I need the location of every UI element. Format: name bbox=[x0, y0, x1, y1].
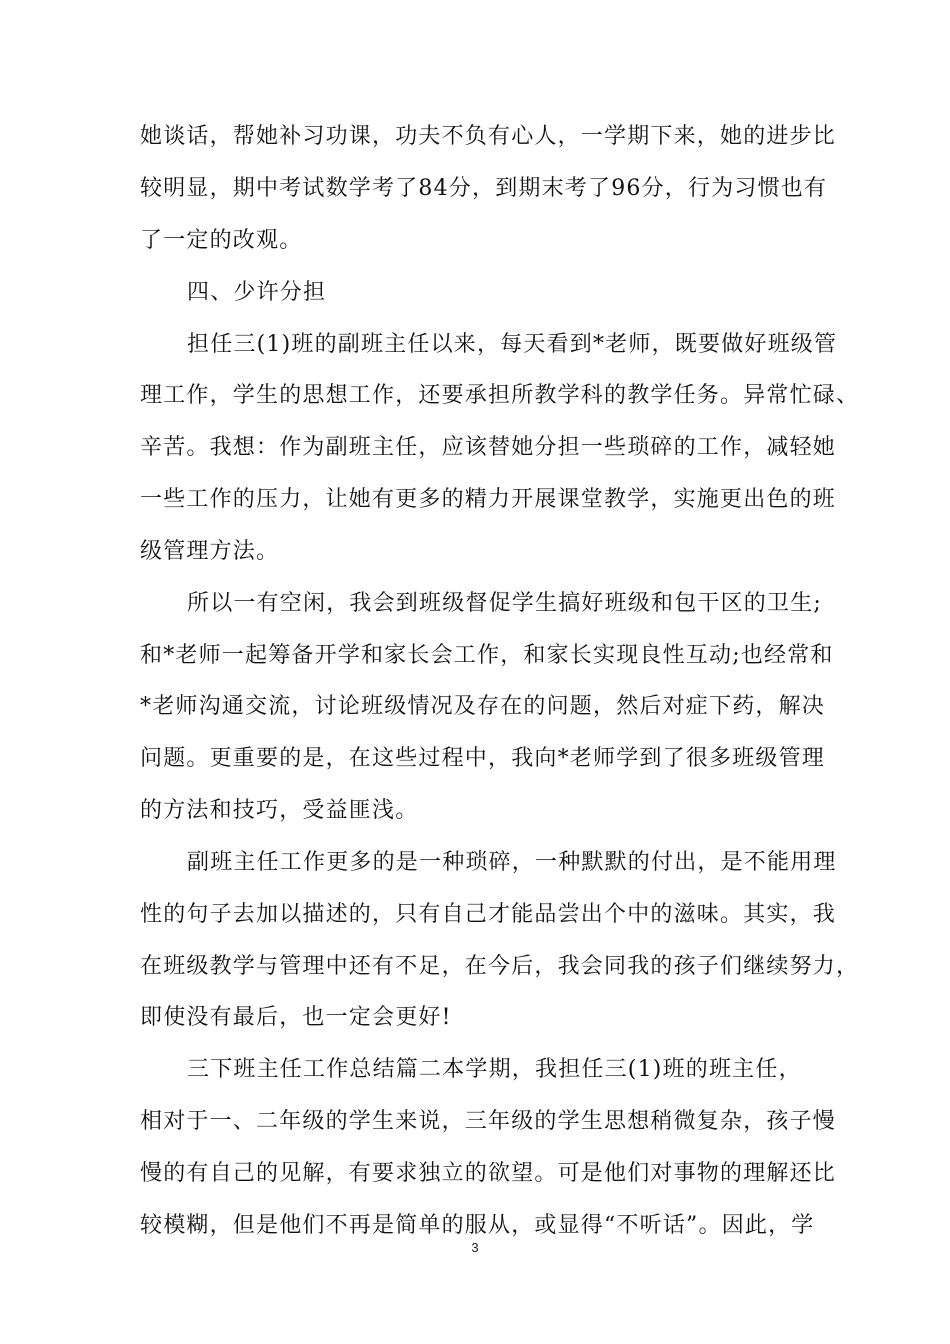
text-line: 级管理方法。 bbox=[140, 539, 280, 564]
text-line: 辛苦。我想：作为副班主任，应该替她分担一些琐碎的工作，减轻她 bbox=[140, 435, 837, 460]
text-line: 在班级教学与管理中还有不足，在今后，我会同我的孩子们继续努力， bbox=[140, 954, 860, 979]
text-line: 担任三(1)班的副班主任以来，每天看到*老师，既要做好班级管 bbox=[187, 332, 838, 357]
text-line: 性的句子去加以描述的，只有自己才能品尝出个中的滋味。其实，我 bbox=[140, 902, 837, 927]
text-line: 了一定的改观。 bbox=[140, 228, 303, 253]
text-line: 较明显，期中考试数学考了84分，到期末考了96分，行为习惯也有 bbox=[140, 176, 828, 201]
section-heading: 四、少许分担 bbox=[187, 280, 327, 305]
text-line: 慢的有自己的见解，有要求独立的欲望。可是他们对事物的理解还比 bbox=[140, 1161, 837, 1186]
text-line: 所以一有空闲，我会到班级督促学生搞好班级和包干区的卫生; bbox=[187, 591, 823, 616]
text-line: 她谈话，帮她补习功课，功夫不负有心人，一学期下来，她的进步比 bbox=[140, 124, 837, 149]
text-line: 相对于一、二年级的学生来说，三年级的学生思想稍微复杂，孩子慢 bbox=[140, 1109, 837, 1134]
page-number: 3 bbox=[471, 1240, 479, 1255]
text-line: *老师沟通交流，讨论班级情况及存在的问题，然后对症下药，解决 bbox=[140, 694, 826, 719]
text-line: 问题。更重要的是，在这些过程中，我向*老师学到了很多班级管理 bbox=[140, 746, 826, 771]
text-line: 副班主任工作更多的是一种琐碎，一种默默的付出，是不能用理 bbox=[187, 850, 837, 875]
text-line: 理工作，学生的思想工作，还要承担所教学科的教学任务。异常忙碌、 bbox=[140, 383, 860, 408]
text-line: 较模糊，但是他们不再是简单的服从，或显得“不听话”。因此，学 bbox=[140, 1213, 815, 1238]
text-line: 和*老师一起筹备开学和家长会工作，和家长实现良性互动;也经常和 bbox=[140, 643, 834, 668]
text-line: 三下班主任工作总结篇二本学期，我担任三(1)班的班主任， bbox=[187, 1057, 802, 1082]
text-line: 即使没有最后，也一定会更好! bbox=[140, 1005, 452, 1030]
text-line: 的方法和技巧，受益匪浅。 bbox=[140, 798, 419, 823]
text-line: 一些工作的压力，让她有更多的精力开展课堂教学，实施更出色的班 bbox=[140, 487, 837, 512]
